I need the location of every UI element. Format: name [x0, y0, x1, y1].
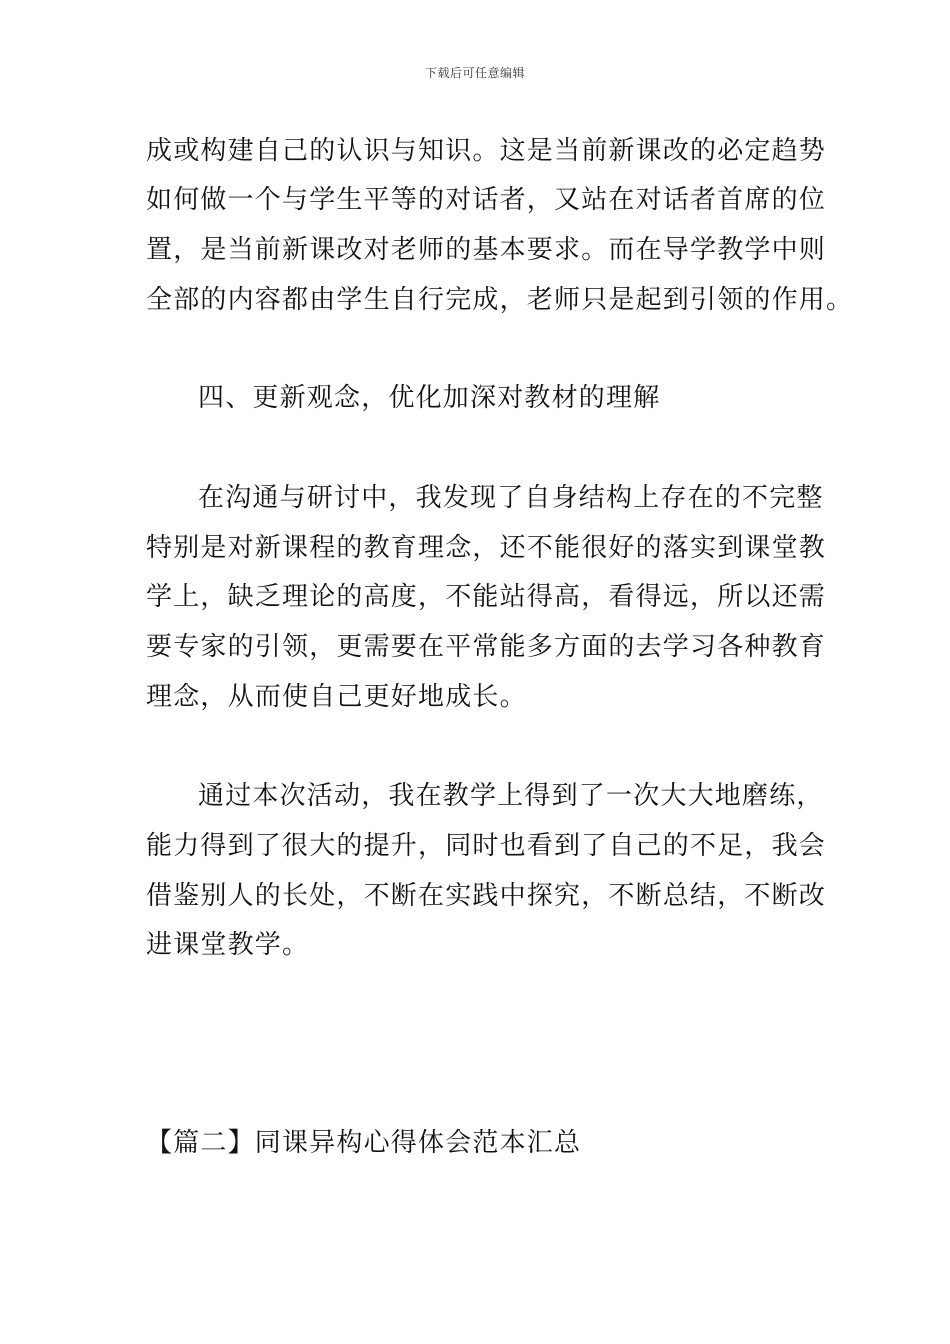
part-title: 【篇二】同课异构心得体会范本汇总 [146, 1128, 582, 1158]
section-heading: 四、更新观念，优化加深对教材的理解 [198, 383, 661, 413]
paragraph-line: 置，是当前新课改对老师的基本要求。而在导学教学中则 [146, 235, 827, 265]
paragraph-line: 如何做一个与学生平等的对话者，又站在对话者首席的位 [146, 185, 827, 215]
paragraph-line: 全部的内容都由学生自行完成，老师只是起到引领的作用。 [146, 285, 854, 315]
paragraph-line: 学上，缺乏理论的高度，不能站得高，看得远，所以还需 [146, 582, 827, 612]
paragraph-line: 特别是对新课程的教育理念，还不能很好的落实到课堂教 [146, 533, 827, 563]
paragraph-line: 通过本次活动，我在教学上得到了一次大大地磨练， [198, 781, 824, 811]
paragraph-line: 在沟通与研讨中，我发现了自身结构上存在的不完整 [198, 483, 824, 513]
page-header: 下载后可任意编辑 [424, 66, 525, 80]
paragraph-line: 成或构建自己的认识与知识。这是当前新课改的必定趋势 [146, 136, 827, 166]
paragraph-line: 进课堂教学。 [146, 930, 310, 960]
paragraph-line: 能力得到了很大的提升，同时也看到了自己的不足，我会 [146, 831, 827, 861]
paragraph-line: 理念，从而使自己更好地成长。 [146, 682, 527, 712]
paragraph-line: 要专家的引领，更需要在平常能多方面的去学习各种教育 [146, 632, 827, 662]
paragraph-line: 借鉴别人的长处，不断在实践中探究，不断总结，不断改 [146, 881, 827, 911]
